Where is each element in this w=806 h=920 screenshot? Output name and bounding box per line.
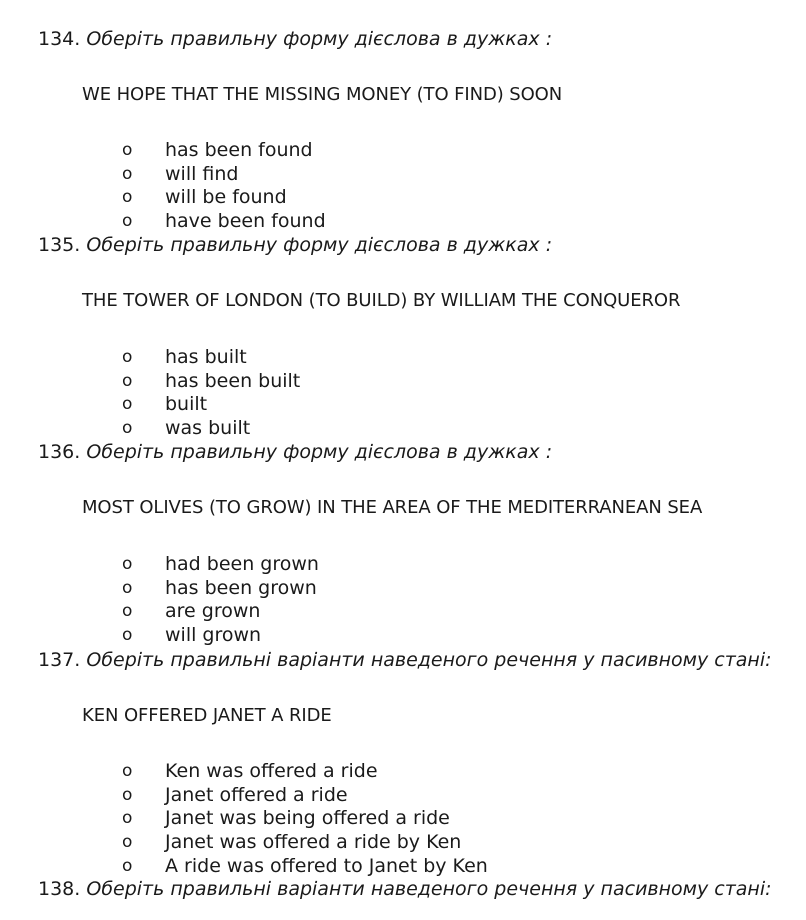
radio-circle-icon[interactable]: o [122, 370, 133, 391]
option-label[interactable]: will find [165, 162, 239, 185]
radio-circle-icon[interactable]: o [122, 394, 133, 415]
option-radio[interactable] [122, 552, 319, 576]
option-radio[interactable] [122, 185, 326, 209]
option-label[interactable]: had been grown [165, 552, 319, 575]
radio-circle-icon[interactable]: o [122, 163, 133, 184]
option-label[interactable]: will be found [165, 186, 287, 209]
question-instruction: Оберіть правильну форму дієслова в дужках : [86, 28, 553, 50]
option-label[interactable]: has been found [165, 138, 313, 161]
option-label[interactable]: built [165, 393, 208, 416]
option-radio[interactable] [122, 209, 326, 233]
radio-circle-icon[interactable]: o [122, 417, 133, 438]
question-instruction: Оберіть правильні варіанти наведеного речення у пасивному стані: [86, 878, 772, 900]
radio-circle-icon[interactable]: o [122, 553, 133, 574]
radio-circle-icon[interactable]: o [122, 210, 133, 231]
option-radio[interactable] [122, 162, 326, 186]
option-radio[interactable] [122, 345, 300, 369]
question-instruction: Оберіть правильні варіанти наведеного речення у пасивному стані: [86, 649, 772, 671]
radio-circle-icon[interactable]: o [122, 187, 133, 208]
question-134-sentence: WE HOPE THAT THE MISSING MONEY (TO FIND) SOON [82, 84, 563, 105]
question-135-header [38, 233, 552, 257]
radio-circle-icon[interactable]: o [122, 601, 133, 622]
question-136-options [122, 552, 319, 647]
option-radio[interactable] [122, 623, 319, 647]
question-number: 135. [38, 234, 81, 256]
question-137-sentence: KEN OFFERED JANET A RIDE [82, 705, 332, 726]
radio-circle-icon[interactable]: o [122, 808, 133, 829]
question-135-sentence: THE TOWER OF LONDON (TO BUILD) BY WILLIAM THE CONQUEROR [82, 290, 681, 311]
question-136-sentence: MOST OLIVES (TO GROW) IN THE AREA OF THE MEDITERRANEAN SEA [82, 497, 703, 518]
question-137-options [122, 759, 488, 877]
option-label[interactable]: Janet offered a ride [165, 783, 348, 806]
question-135-options [122, 345, 300, 440]
option-radio[interactable] [122, 759, 488, 783]
option-radio[interactable] [122, 369, 300, 393]
radio-circle-icon[interactable]: o [122, 760, 133, 781]
radio-circle-icon[interactable]: o [122, 346, 133, 367]
option-radio[interactable] [122, 138, 326, 162]
radio-circle-icon[interactable]: o [122, 831, 133, 852]
question-number: 134. [38, 28, 81, 50]
option-label[interactable]: A ride was offered to Janet by Ken [165, 854, 488, 877]
option-label[interactable]: was built [165, 416, 251, 439]
option-label[interactable]: are grown [165, 600, 261, 623]
radio-circle-icon[interactable]: o [122, 855, 133, 876]
option-label[interactable]: has built [165, 345, 247, 368]
option-radio[interactable] [122, 599, 319, 623]
radio-circle-icon[interactable]: o [122, 139, 133, 160]
radio-circle-icon[interactable]: o [122, 624, 133, 645]
option-radio[interactable] [122, 576, 319, 600]
question-instruction: Оберіть правильну форму дієслова в дужках : [86, 441, 553, 463]
option-radio[interactable] [122, 392, 300, 416]
question-138-header [38, 877, 772, 901]
question-137-header [38, 648, 772, 672]
option-label[interactable]: has been built [165, 369, 301, 392]
question-number: 138. [38, 878, 81, 900]
option-label[interactable]: Janet was being offered a ride [165, 807, 450, 830]
question-instruction: Оберіть правильну форму дієслова в дужках : [86, 234, 553, 256]
radio-circle-icon[interactable]: o [122, 784, 133, 805]
option-label[interactable]: will grown [165, 623, 262, 646]
option-label[interactable]: Ken was offered a ride [165, 759, 378, 782]
question-number: 137. [38, 649, 81, 671]
option-radio[interactable] [122, 416, 300, 440]
option-label[interactable]: have been found [165, 209, 326, 232]
option-radio[interactable] [122, 830, 488, 854]
radio-circle-icon[interactable]: o [122, 577, 133, 598]
option-radio[interactable] [122, 783, 488, 807]
question-number: 136. [38, 441, 81, 463]
question-136-header [38, 440, 552, 464]
option-label[interactable]: Janet was offered a ride by Ken [165, 830, 462, 853]
option-radio[interactable] [122, 806, 488, 830]
question-134-options [122, 138, 326, 233]
question-134-header [38, 27, 552, 51]
option-radio[interactable] [122, 854, 488, 878]
option-label[interactable]: has been grown [165, 576, 317, 599]
